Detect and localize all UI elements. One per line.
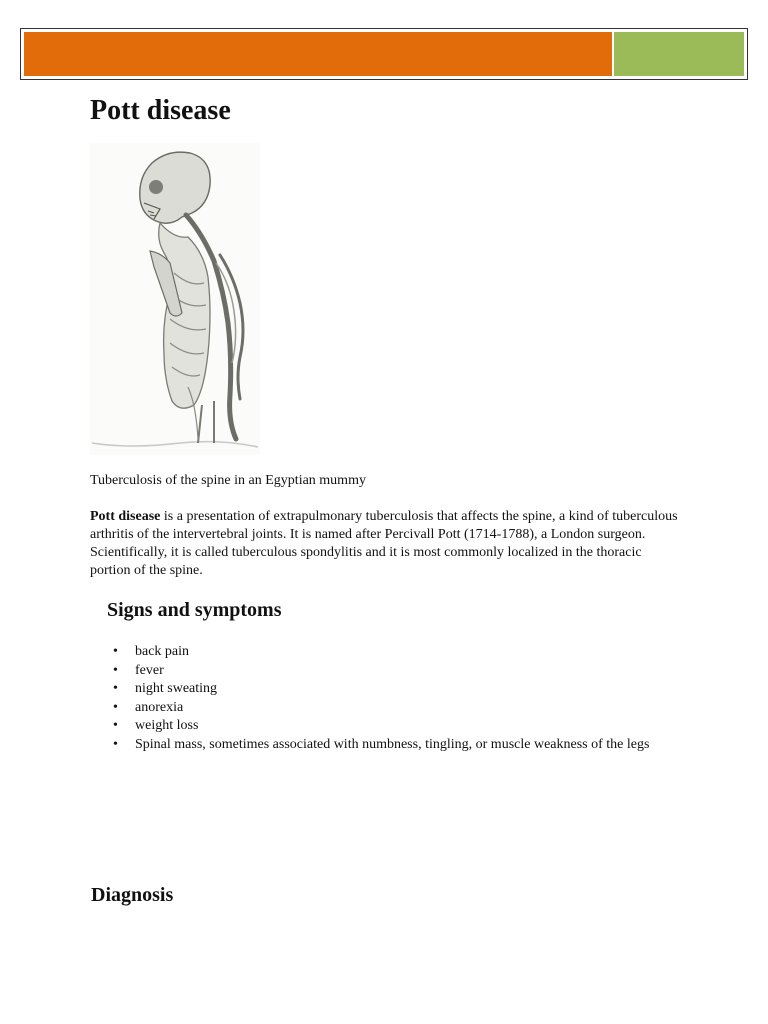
figure-caption: Tuberculosis of the spine in an Egyptian mummy — [90, 473, 366, 488]
diagnosis-heading: Diagnosis — [91, 884, 174, 906]
bullet-icon: • — [113, 644, 118, 659]
header-banner — [20, 28, 748, 80]
list-item — [90, 717, 670, 736]
bullet-icon: • — [113, 699, 118, 715]
list-item-text: weight loss — [135, 718, 199, 733]
list-item — [90, 643, 670, 662]
page-title: Pott disease — [90, 95, 231, 126]
bullet-icon: • — [113, 718, 118, 733]
list-item-text: night sweating — [135, 681, 218, 696]
intro-text: is a presentation of extrapulmonary tuberculosis that affects the spine, a kind of tuberculous arthritis of the intervertebral joints. It is named after Percivall Pott (1714-1788), a London surgeon. Scientifically, it is called tuberculous spondylitis and it is most commonly localized in the thoracic portion of the spine. — [90, 509, 678, 578]
list-item — [90, 662, 670, 681]
header-green-bar — [614, 32, 744, 76]
symptom-list — [90, 643, 670, 754]
list-item — [90, 680, 670, 699]
list-item-text: fever — [135, 662, 164, 678]
bullet-icon: • — [113, 736, 118, 752]
skeleton-illustration — [90, 143, 260, 455]
list-item-text: back pain — [135, 644, 190, 659]
list-item — [90, 736, 670, 755]
bullet-icon: • — [113, 662, 118, 678]
intro-paragraph — [90, 508, 680, 580]
list-item — [90, 699, 670, 718]
list-item-text: Spinal mass, sometimes associated with numbness, tingling, or muscle weakness of the legs — [135, 736, 650, 752]
list-item-text: anorexia — [135, 699, 184, 715]
signs-heading: Signs and symptoms — [107, 599, 282, 621]
header-orange-bar — [24, 32, 612, 76]
bullet-icon: • — [113, 681, 118, 696]
intro-bold-term: Pott disease — [90, 509, 161, 524]
